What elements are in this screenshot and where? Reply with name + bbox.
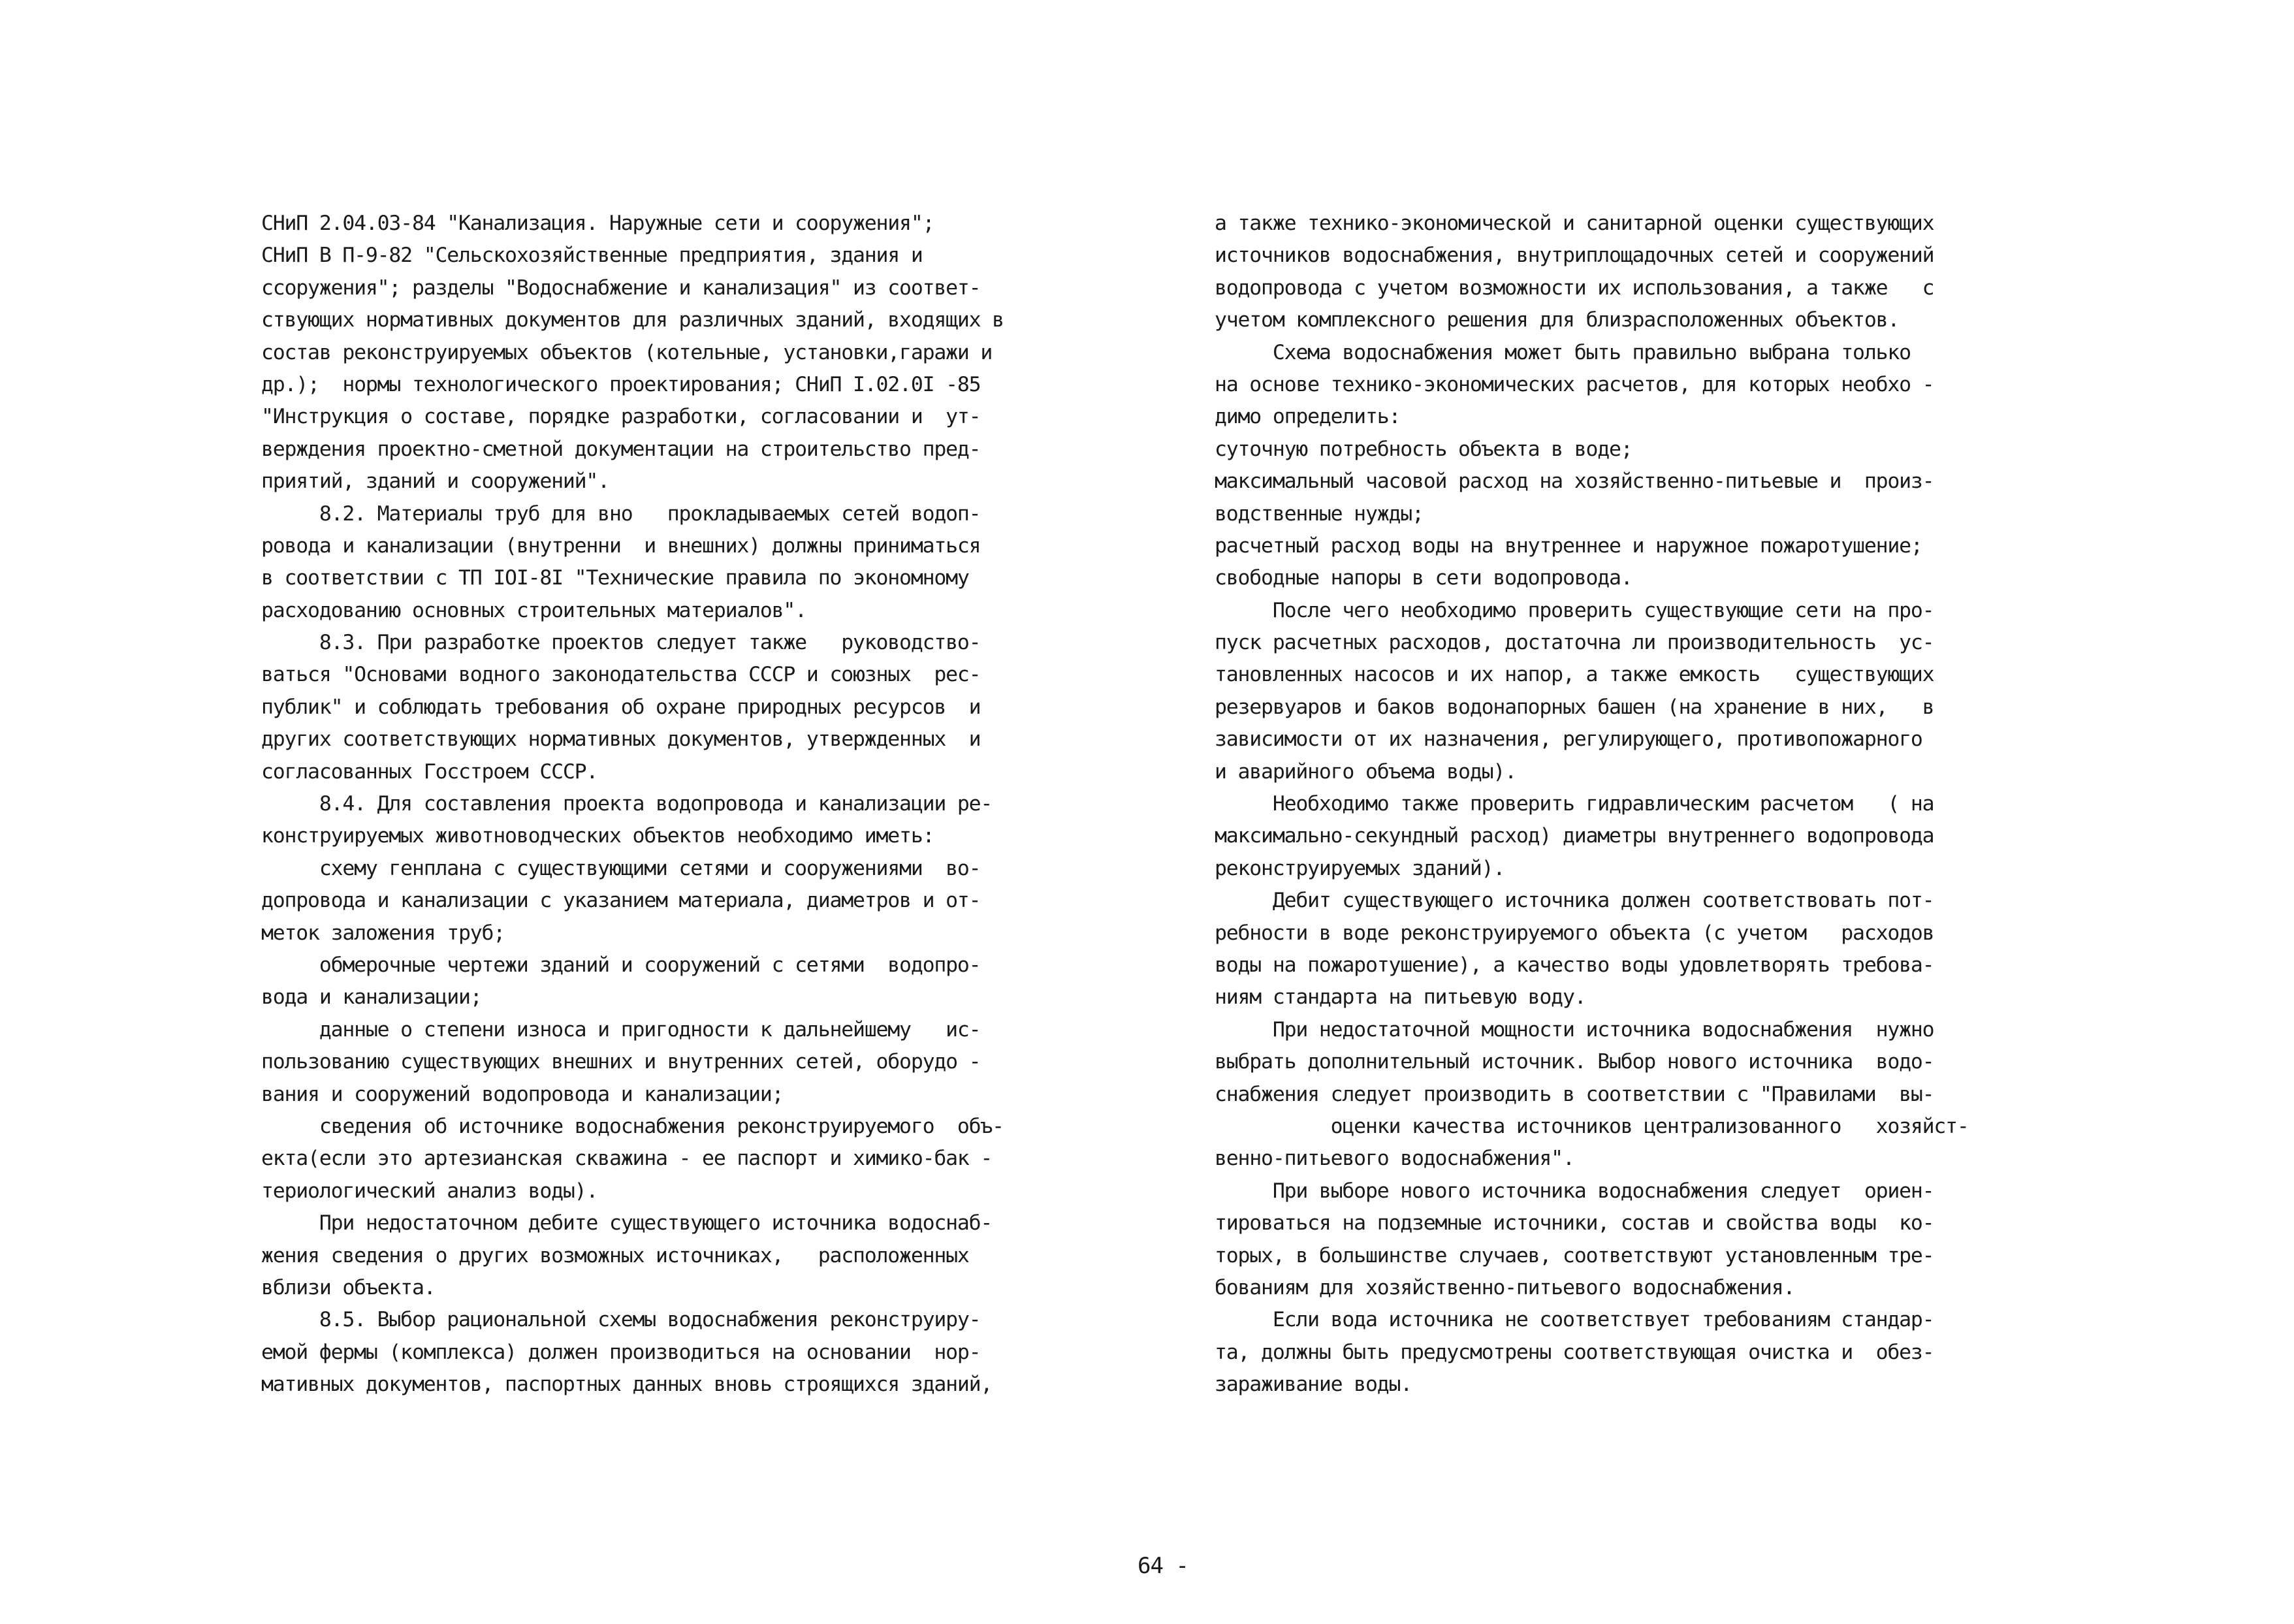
text-line: СНиП 2.04.03-84 "Канализация. Наружные сети и сооружения"; xyxy=(261,212,934,235)
text-line: вания и сооружений водопровода и канализации; xyxy=(261,1082,784,1106)
text-line: оценки качества источников централизованного хозяйст- xyxy=(1215,1114,1969,1138)
text-line: др.); нормы технологического проектирования; СНиП I.02.0I -85 xyxy=(261,372,981,396)
text-line: максимальный часовой расход на хозяйственно-питьевые и произ- xyxy=(1215,470,1934,494)
text-line: ниям стандарта на питьевую воду. xyxy=(1215,985,1586,1010)
text-line: 8.2. Материалы труб для вно прокладываемых сетей водоп- xyxy=(261,502,981,526)
text-line: состав реконструируемых объектов (котельные, установки,гаражи и xyxy=(261,340,993,364)
text-line: вода и канализации; xyxy=(261,985,482,1010)
text-line: данные о степени износа и пригодности к дальнейшему ис- xyxy=(261,1017,981,1042)
left-text-column xyxy=(261,208,1136,1401)
text-line: других соответствующих нормативных документов, утвержденных и xyxy=(261,727,981,752)
text-line: ровода и канализации (внутренни и внешних) должны приниматься xyxy=(261,533,981,558)
text-line: реконструируемых зданий). xyxy=(1215,856,1505,880)
text-line: емой фермы (комплекса) должен производиться на основании нор- xyxy=(261,1340,981,1364)
text-line: выбрать дополнительный источник. Выбор нового источника водо- xyxy=(1215,1050,1934,1074)
text-line: вблизи объекта. xyxy=(261,1275,436,1299)
text-line: зависимости от их назначения, регулирующего, противопожарного xyxy=(1215,727,1922,752)
text-line: пользованию существующих внешних и внутренних сетей, оборудо - xyxy=(261,1050,981,1074)
text-line: пуск расчетных расходов, достаточна ли производительность ус- xyxy=(1215,631,1934,655)
text-line: водопровода с учетом возможности их использования, а также с xyxy=(1215,276,1934,300)
text-line: При недостаточном дебите существующего источника водоснаб- xyxy=(261,1211,993,1235)
text-line: При выборе нового источника водоснабжения следует ориен- xyxy=(1215,1179,1934,1203)
text-line: резервуаров и баков водонапорных башен (на хранение в них, в xyxy=(1215,695,1934,719)
page-number: 64 - xyxy=(1138,1553,1188,1579)
text-line: ссоружения"; разделы "Водоснабжение и канализация" из соответ- xyxy=(261,276,981,300)
text-line: 8.5. Выбор рациональной схемы водоснабжения реконструиру- xyxy=(261,1308,981,1332)
text-line: конструируемых животноводческих объектов необходимо иметь: xyxy=(261,824,934,848)
text-line: приятий, зданий и сооружений". xyxy=(261,470,609,494)
text-line: мативных документов, паспортных данных вновь строящихся зданий, xyxy=(261,1373,993,1397)
text-line: в соответствии с ТП IOI-8I "Технические правила по экономному xyxy=(261,566,969,590)
text-line: жения сведения о других возможных источниках, расположенных xyxy=(261,1243,969,1267)
text-line: и аварийного объема воды). xyxy=(1215,759,1516,784)
text-line: публик" и соблюдать требования об охране природных ресурсов и xyxy=(261,695,981,719)
text-line: 8.3. При разработке проектов следует также руководство- xyxy=(261,631,981,655)
text-line: ваться "Основами водного законодательства СССР и союзных рес- xyxy=(261,663,981,687)
text-line: источников водоснабжения, внутриплощадочных сетей и сооружений xyxy=(1215,244,1934,268)
text-line: 8.4. Для составления проекта водопровода и канализации ре- xyxy=(261,792,993,816)
text-line: допровода и канализации с указанием материала, диаметров и от- xyxy=(261,889,981,913)
text-line: бованиям для хозяйственно-питьевого водоснабжения. xyxy=(1215,1275,1795,1299)
text-line: ствующих нормативных документов для различных зданий, входящих в xyxy=(261,308,1004,332)
text-line: тановленных насосов и их напор, а также емкость существующих xyxy=(1215,663,1934,687)
text-line: венно-питьевого водоснабжения". xyxy=(1215,1147,1574,1171)
text-line: а также технико-экономической и санитарной оценки существующих xyxy=(1215,212,1934,235)
text-line: Необходимо также проверить гидравлическим расчетом ( на xyxy=(1215,792,1934,816)
text-line: териологический анализ воды). xyxy=(261,1179,598,1203)
text-line: обмерочные чертежи зданий и сооружений с сетями водопро- xyxy=(261,953,981,977)
text-line: СНиП В П-9-82 "Сельскохозяйственные предприятия, здания и xyxy=(261,244,923,268)
text-line: зараживание воды. xyxy=(1215,1373,1412,1397)
text-line: сведения об источнике водоснабжения реконструируемого объ- xyxy=(261,1114,1004,1138)
text-line: согласованных Госстроем СССР. xyxy=(261,759,598,784)
text-line: Если вода источника не соответствует требованиям стандар- xyxy=(1215,1308,1934,1332)
text-line: Дебит существующего источника должен соответствовать пот- xyxy=(1215,889,1934,913)
text-line: торых, в большинстве случаев, соответствуют установленным тре- xyxy=(1215,1243,1934,1267)
text-line: водственные нужды; xyxy=(1215,502,1424,526)
text-line: Схема водоснабжения может быть правильно выбрана только xyxy=(1215,340,1911,364)
text-line: ребности в воде реконструируемого объекта (с учетом расходов xyxy=(1215,921,1934,945)
text-line: верждения проектно-сметной документации на строительство пред- xyxy=(261,437,981,461)
text-line: расходованию основных строительных материалов". xyxy=(261,598,806,622)
text-line: воды на пожаротушение), а качество воды удовлетворять требова- xyxy=(1215,953,1934,977)
text-line: "Инструкция о составе, порядке разработки, согласовании и ут- xyxy=(261,405,981,429)
text-line: екта(если это артезианская скважина - ее паспорт и химико-бак - xyxy=(261,1147,993,1171)
text-line: расчетный расход воды на внутреннее и наружное пожаротушение; xyxy=(1215,533,1922,558)
text-line: тироваться на подземные источники, состав и свойства воды ко- xyxy=(1215,1211,1934,1235)
text-line: свободные напоры в сети водопровода. xyxy=(1215,566,1633,590)
text-line: схему генплана с существующими сетями и сооружениями во- xyxy=(261,856,981,880)
text-line: После чего необходимо проверить существующие сети на про- xyxy=(1215,598,1934,622)
text-line: учетом комплексного решения для близрасположенных объектов. xyxy=(1215,308,1900,332)
text-line: на основе технико-экономических расчетов, для которых необхо - xyxy=(1215,372,1934,396)
text-line: та, должны быть предусмотрены соответствующая очистка и обез- xyxy=(1215,1340,1934,1364)
text-line: суточную потребность объекта в воде; xyxy=(1215,437,1633,461)
right-text-column xyxy=(1215,208,2070,1401)
text-line: максимально-секундный расход) диаметры внутреннего водопровода xyxy=(1215,824,1934,848)
text-line: меток заложения труб; xyxy=(261,921,505,945)
text-line: снабжения следует производить в соответствии с "Правилами вы- xyxy=(1215,1082,1934,1106)
text-line: При недостаточной мощности источника водоснабжения нужно xyxy=(1215,1017,1934,1042)
text-line: димо определить: xyxy=(1215,405,1401,429)
